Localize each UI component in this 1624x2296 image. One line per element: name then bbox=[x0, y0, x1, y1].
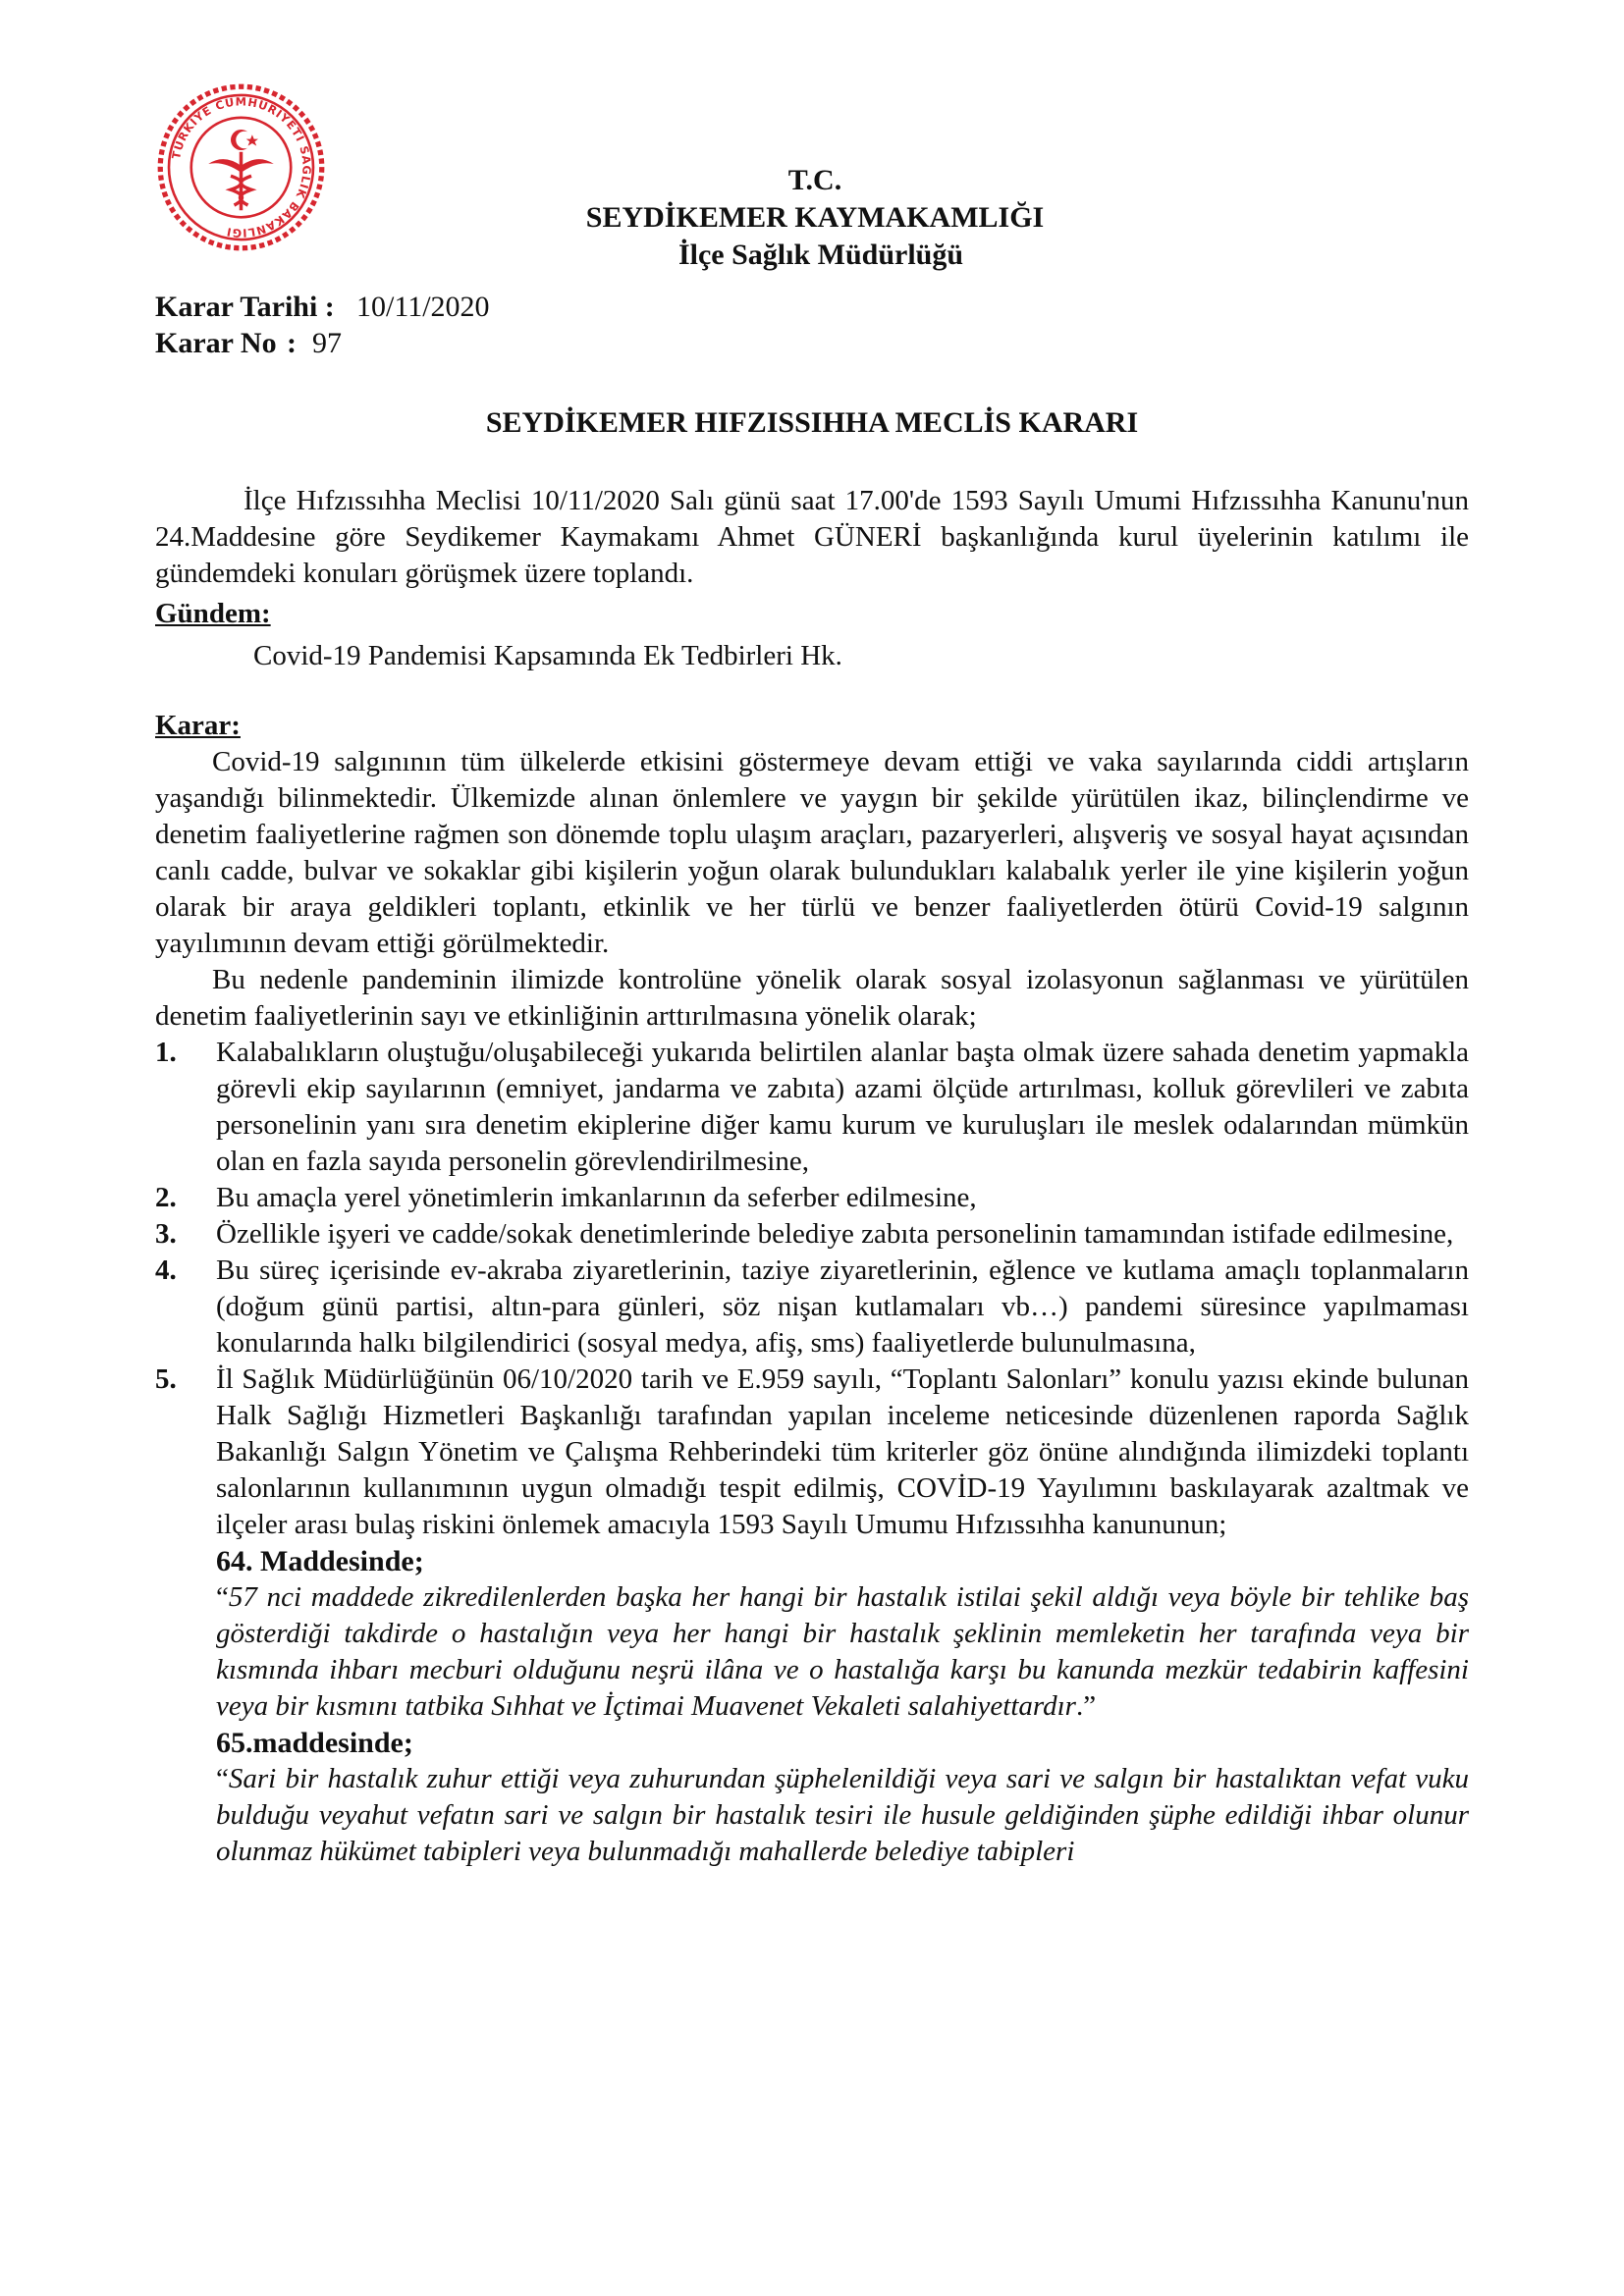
list-item bbox=[155, 1180, 1469, 1216]
header-health-directorate: İlçe Sağlık Müdürlüğü bbox=[677, 239, 964, 271]
decision-paragraph-1: Covid-19 salgınının tüm ülkelerde etkisini göstermeye devam ettiği ve vaka sayılarında ciddi artışların yaşandığı bilinmektedir. Ülkemizde alınan önlemlere ve yaygın bir şekilde yürütülen ikaz, bilinçlendirme ve denetim faaliyetlerine rağmen son dönemde toplu ulaşım araçları, pazaryerleri, alışveriş ve sosyal hayat açısından canlı cadde, bulvar ve sokaklar gibi kişilerin yoğun olarak bulundukları kalabalık yerler ile yine kişilerin yoğun olarak bir araya geldikleri toplantı, etkinlik ve her türlü ve benzer faaliyetlerden ötürü Covid-19 salgının yayılımının devam ettiği görülmektedir. bbox=[155, 746, 1469, 959]
agenda-text: Covid-19 Pandemisi Kapsamında Ek Tedbirleri Hk. bbox=[253, 640, 842, 671]
decision-date-value: 10/11/2020 bbox=[356, 291, 490, 323]
article-64-heading: 64. Maddesinde; bbox=[216, 1545, 424, 1577]
item-text: İl Sağlık Müdürlüğünün 06/10/2020 tarih ve E.959 sayılı, “Toplantı Salonları” konulu yazısı ekinde bulunan Halk Sağlığı Hizmetleri Başkanlığı tarafından yapılan inceleme neticesinde düzenlenen raporda Sağlık Bakanlığı Salgın Yönetim ve Çalışma Rehberindeki tüm kriterler göz önüne alındığında ilimizdeki toplantı salonlarının kullanımının uygun olmadığı tespit edilmiş, COVİD-19 Yayılımını baskılayarak azaltmak ve ilçeler arası bulaş riskini önlemek amacıyla 1593 Sayılı Umumu Hıfzıssıhha kanununun; bbox=[216, 1363, 1469, 1540]
list-item bbox=[155, 1035, 1469, 1180]
list-item bbox=[155, 1362, 1469, 1543]
article-64-block bbox=[155, 1543, 1469, 1725]
article-65-quote: “Sari bir hastalık zuhur ettiği veya zuhurundan şüphelenildiği veya sari ve salgın bir hastalıktan vefat vuku bulduğu veyahut vefatın sari ve salgın bir hastalık tesiri ile husule geldiğinden şüphe edildiği ihbar olunur olunmaz hükümet tabipleri veya bulunmadığı mahallerde belediye tabipleri bbox=[216, 1763, 1469, 1867]
decision-date-label: Karar Tarihi : bbox=[155, 291, 335, 323]
header-tc: T.C. bbox=[787, 164, 842, 196]
decision-number-row bbox=[155, 325, 490, 361]
item-number: 4. bbox=[155, 1255, 177, 1286]
document-title: SEYDİKEMER HIFZISSIHHA MECLİS KARARI bbox=[485, 406, 1139, 439]
article-65-block bbox=[155, 1725, 1469, 1870]
item-text: Bu süreç içerisinde ev-akraba ziyaretlerinin, taziye ziyaretlerinin, eğlence ve kutlama amaçlı toplanmaların (doğum günü partisi, altın-para günleri, söz nişan kutlamaları vb…) pandemi süresince yapılmaması konularında halkı bilgilendirici (sosyal medya, afiş, sms) faaliyetlerde bulunulmasına, bbox=[216, 1255, 1469, 1359]
list-item bbox=[155, 1216, 1469, 1253]
header-district-governorate: SEYDİKEMER KAYMAKAMLIĞI bbox=[585, 201, 1045, 234]
item-number: 1. bbox=[155, 1037, 177, 1068]
decision-number-separator: : bbox=[287, 327, 297, 359]
item-number: 3. bbox=[155, 1218, 177, 1250]
decision-number-label: Karar No bbox=[155, 327, 277, 359]
article-65-heading: 65.maddesinde; bbox=[216, 1727, 413, 1759]
ministry-logo bbox=[155, 81, 327, 253]
decision-heading: Karar: bbox=[155, 710, 241, 741]
list-item bbox=[155, 1253, 1469, 1362]
item-text: Özellikle işyeri ve cadde/sokak denetimlerinde belediye zabıta personelinin tamamından istifade edilmesine, bbox=[216, 1218, 1454, 1250]
item-text: Kalabalıkların oluştuğu/oluşabileceği yukarıda belirtilen alanlar başta olmak üzere sahada denetim yapmakla görevli ekip sayılarının (emniyet, jandarma ve zabıta) azami ölçüde artırılması, kolluk görevlileri ve zabıta personelinin yanı sıra denetim ekiplerine diğer kamu kurum ve kuruluşları ile meslek odalarından mümkün olan en fazla sayıda personelin görevlendirilmesine, bbox=[216, 1037, 1469, 1177]
article-64-quote: “57 nci maddede zikredilenlerden başka her hangi bir hastalık istilai şekil aldığı veya böyle bir tehlike baş gösterdiği takdirde o hastalığın veya her hangi bir hastalık şeklinin memleketin her tarafında veya bir kısmında ihbarı mecburi olduğunu neşrü ilâna ve o hastalığa karşı bu kanunda mezkür tedabirin kaffesini veya bir kısmını tatbika Sıhhat ve İçtimai Muavenet Vekaleti salahiyettardır.” bbox=[216, 1581, 1469, 1722]
decision-paragraph-2: Bu nedenle pandeminin ilimizde kontrolüne yönelik olarak sosyal izolasyonun sağlanması ve yürütülen denetim faaliyetlerinin sayı ve etkinliğinin arttırılmasına yönelik olarak; bbox=[155, 964, 1469, 1032]
decision-number-value: 97 bbox=[312, 327, 342, 359]
document-body bbox=[155, 483, 1469, 1870]
item-text: Bu amaçla yerel yönetimlerin imkanlarının da seferber edilmesine, bbox=[216, 1182, 977, 1213]
letterhead bbox=[550, 162, 1080, 274]
item-number: 5. bbox=[155, 1363, 177, 1395]
decision-meta bbox=[155, 289, 490, 361]
intro-paragraph: İlçe Hıfzıssıhha Meclisi 10/11/2020 Salı günü saat 17.00'de 1593 Sayılı Umumi Hıfzıssıhha Kanunu'nun 24.Maddesine göre Seydikemer Kaymakamı Ahmet GÜNERİ başkanlığında kurul üyelerinin katılımı ile gündemdeki konuları görüşmek üzere toplandı. bbox=[155, 485, 1469, 589]
logo-ring-text: TÜRKİYE CUMHURİYETİ SAĞLIK BAKANLIĞI bbox=[169, 94, 314, 240]
agenda-heading: Gündem: bbox=[155, 598, 271, 629]
decision-items bbox=[155, 1035, 1469, 1543]
item-number: 2. bbox=[155, 1182, 177, 1213]
decision-date-row bbox=[155, 289, 490, 325]
